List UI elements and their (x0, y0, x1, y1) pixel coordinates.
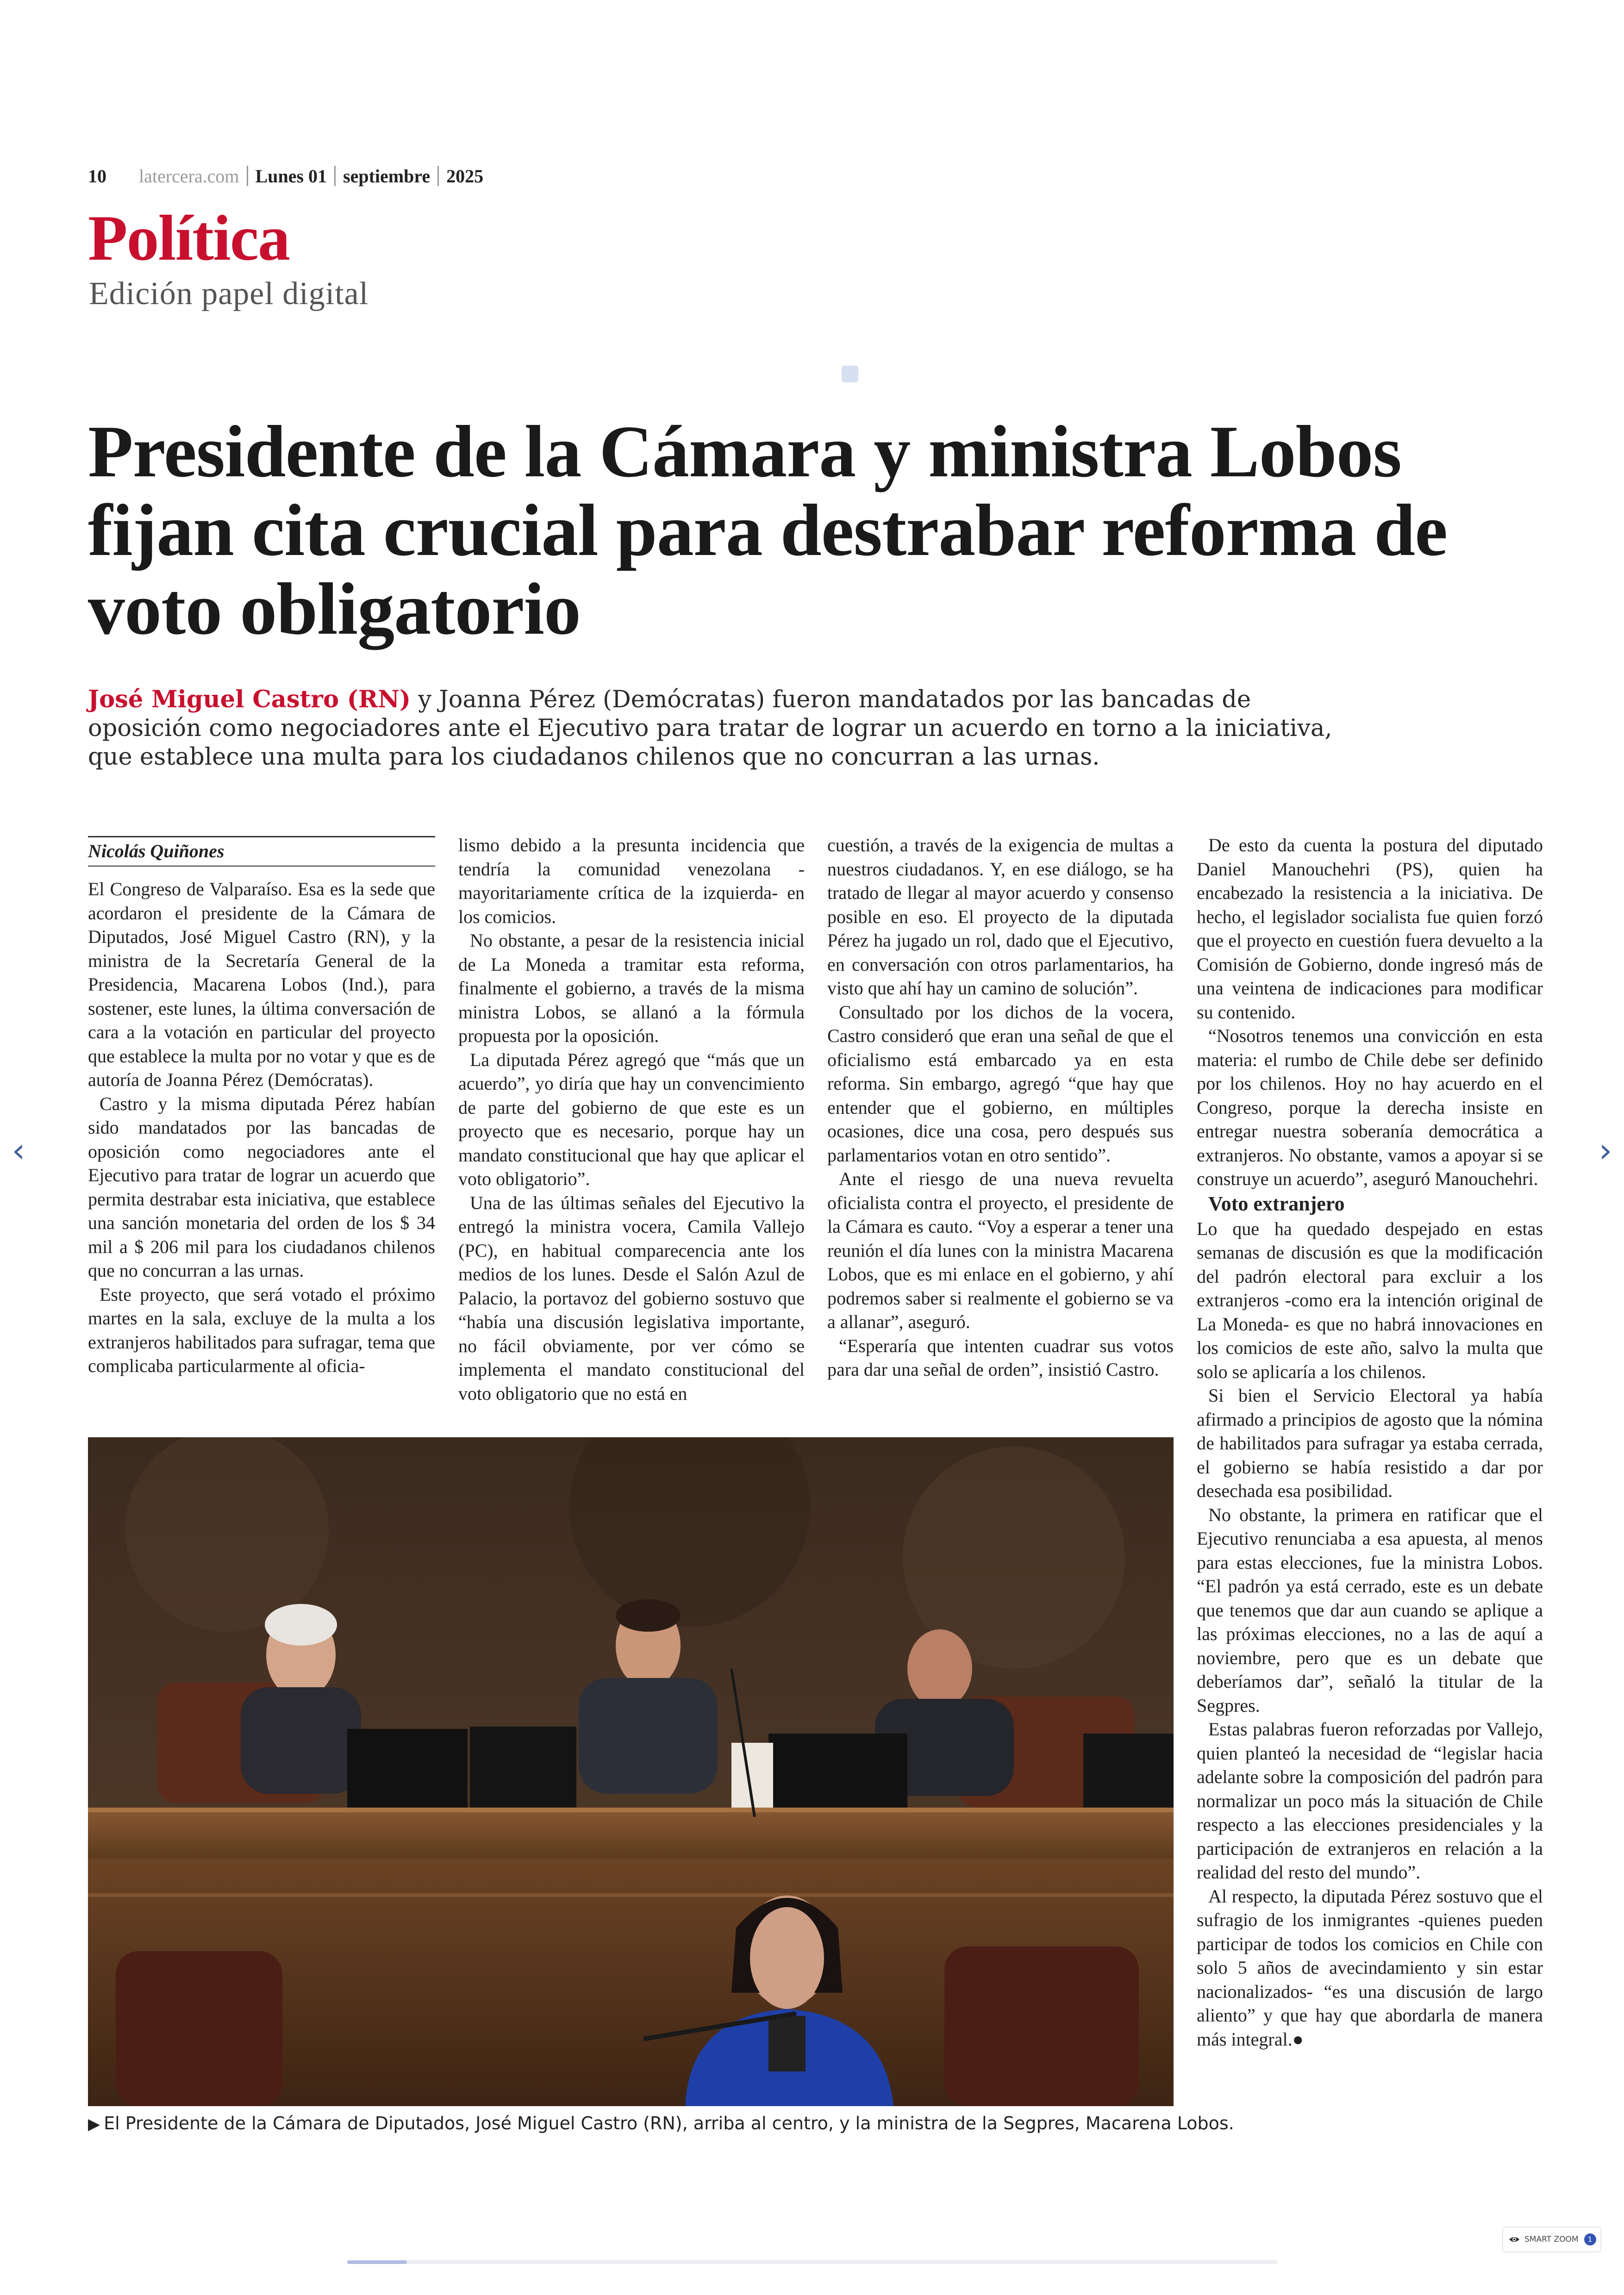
paragraph: De esto da cuenta la postura del diputado Daniel Manouchehri (PS), quien ha encabezado la resistencia a la iniciativa. De hecho, el legislador socialista fue quien forzó que el proyecto en cuestión fuera devuelto a la Comisión de Gobierno, donde ingresó más de una veintena de indicaciones para modificar su contenido. (1197, 835, 1543, 1023)
paragraph: Estas palabras fueron reforzadas por Vallejo, quien planteó la necesidad de “legislar hacia adelante sobre la composición del padrón para normalizar un poco más la situación de Chile respecto a las elecciones presidenciales y la participación de extranjeros en relación a la realidad del resto del mundo”. (1197, 1719, 1543, 1883)
lead-highlight: José Miguel Castro (RN) (88, 686, 411, 713)
paragraph: No obstante, a pesar de la resistencia inicial de La Moneda a tramitar esta reforma, finalmente el gobierno, a través de la misma ministra Lobos, se allanó a la fórmula propuesta por la oposición. (458, 930, 805, 1046)
next-page-button[interactable]: › (1599, 1131, 1612, 1170)
article-headline: Presidente de la Cámara y ministra Lobos fijan cita crucial para destrabar reforma de voto obligatorio (88, 410, 1448, 650)
paragraph: La diputada Pérez agregó que “más que un acuerdo”, yo diría que hay un convencimiento de parte del gobierno de que este es un proyecto que es necesario, porque hay un mandato constitucional que hay que aplicar el voto obligatorio”. (458, 1049, 805, 1189)
lead-text: y Joanna Pérez (Demócratas) fueron mandatados por las bancadas de oposición como negociadores ante el Ejecutivo para tratar de lograr un acuerdo en torno a la iniciativa, que establece una multa para los ciudadanos chilenos que no concurran a las urnas. (88, 686, 1332, 771)
subheading: Voto extranjero (1208, 1192, 1345, 1215)
paragraph: “Esperaría que intenten cuadrar sus votos para dar una señal de orden”, insistió Castro. (827, 1335, 1174, 1380)
end-mark: ● (1292, 2028, 1304, 2050)
page-number: 10 (88, 165, 106, 187)
paragraph: Si bien el Servicio Electoral ya había afirmado a principios de agosto que la nómina de habilitados para sufragar ya estaba cerrada, el gobierno se había resistido a dar por desechada esa posibilidad. (1197, 1385, 1543, 1501)
header-divider (334, 166, 336, 186)
caption-text: El Presidente de la Cámara de Diputados, José Miguel Castro (RN), arriba al centro, y la ministra de la Segpres, Macarena Lobos. (104, 2113, 1234, 2133)
page-marker-dot (842, 366, 858, 382)
paragraph: cuestión, a través de la exigencia de multas a nuestros ciudadanos. Y, en ese diálogo, se ha tratado de llegar al mayor acuerdo y consenso posible en eso. El proyecto de la diputada Pérez ha jugado un rol, dado que el Ejecutivo, en conversación con otros parlamentarios, ha visto que ahí hay un camino de solución”. (827, 835, 1174, 998)
paragraph: No obstante, la primera en ratificar que el Ejecutivo renunciaba a esa apuesta, al menos para estas elecciones, fue la ministra Lobos. “El padrón ya está cerrado, este es un debate que tenemos que dar aun cuando se aplique a las próximas elecciones, no a las de aquí a noviembre, pero que es un debate que deberíamos dar”, señaló la titular de la Segpres. (1197, 1504, 1543, 1716)
paragraph: Ante el riesgo de una nueva revuelta oficialista contra el proyecto, el presidente de la Cámara es cauto. “Voy a esperar a tener una reunión el día lunes con la ministra Macarena Lobos, que es mi enlace en el gobierno, y ahí podremos saber si realmente el gobierno se va a allanar”, aseguró. (827, 1168, 1174, 1332)
section-title: Política (88, 202, 289, 274)
site-name: latercera.com (139, 165, 239, 187)
paragraph: Consultado por los dichos de la vocera, Castro consideró que eran una señal de que el oficialismo está embarcado ya en esta reforma. Sin embargo, agregó “que hay que entender que el gobierno, en múltiples ocasiones, dice una cosa, pero después sus parlamentarios votan en otro sentido”. (827, 1001, 1174, 1166)
paragraph: Una de las últimas señales del Ejecutivo la entregó la ministra vocera, Camila Vallejo (PC), en habitual comparecencia ante los medios de los lunes. Desde el Salón Azul de Palacio, la portavoz del gobierno sostuvo que “había una discusión legislativa importante, no fácil obviamente, por ver cómo se implementa el mandato constitucional del voto obligatorio que no está en (458, 1192, 805, 1404)
paragraph: Este proyecto, que será votado el próximo martes en la sala, excluye de la multa a los extranjeros habilitados para sufragar, tema que complicaba particularmente al oficia- (88, 1284, 435, 1376)
smart-zoom-label: SMART ZOOM (1524, 2235, 1579, 2244)
page-progress-fill (347, 2260, 407, 2264)
paragraph: El Congreso de Valparaíso. Esa es la sede que acordaron el presidente de la Cámara de Diputados, José Miguel Castro (RN), y la ministra de la Secretaría General de la Presidencia, Macarena Lobos (Ind.), para sostener, este lunes, la última conversación de cara a la votación en particular del proyecto que establece la multa por no votar y que es de autoría de Joanna Pérez (Demócratas). (88, 879, 435, 1090)
photo-caption (88, 2113, 1234, 2133)
paragraph (1197, 1884, 1543, 2052)
paragraph: “Nosotros tenemos una convicción en esta materia: el rumbo de Chile debe ser definido por los chilenos. Hoy no hay acuerdo en el Congreso, porque la derecha insiste en entregar nuestra soberanía democrática a extranjeros. No obstante, vamos a apoyar si se construye un acuerdo”, aseguró Manouchehri. (1197, 1025, 1543, 1189)
section-subtitle: Edición papel digital (89, 276, 369, 312)
paragraph: Castro y la misma diputada Pérez habían sido mandatados por las bancadas de oposición como negociadores ante el Ejecutivo para tratar de lograr un acuerdo que permita destrabar esta iniciativa, que establece una sanción monetaria del orden de los $ 34 mil a $ 206 mil para los ciudadanos chilenos que no concurran a las urnas. (88, 1093, 435, 1281)
article-column-3 (827, 833, 1174, 1382)
page-header (88, 162, 483, 190)
byline-rule (88, 836, 435, 837)
caption-triangle-icon: ▶ (88, 2115, 100, 2133)
smart-zoom-button[interactable] (1502, 2226, 1601, 2252)
paragraph: lismo debido a la presunta incidencia que tendría la comunidad venezolana -mayoritariamente crítica de la izquierda- en los comicios. (458, 835, 805, 927)
prev-page-button[interactable]: ‹ (12, 1131, 25, 1170)
smart-zoom-count: 1 (1584, 2233, 1596, 2245)
byline: Nicolás Quiñones (88, 841, 225, 861)
article-column-4 (1197, 833, 1543, 2051)
byline-rule (88, 866, 435, 867)
article-column-2 (458, 833, 805, 1405)
header-month: septiembre (343, 165, 431, 187)
article-column-1 (88, 877, 435, 1378)
paragraph-text: Al respecto, la diputada Pérez sostuvo que el sufragio de los inmigrantes -quienes pueden participar de todos los comicios en Chile con solo 5 años de avecindamiento y sin estar nacionalizados- “es una discusión de largo aliento” y que hay que abordarla de manera más integral. (1197, 1885, 1543, 2050)
header-day: Lunes 01 (255, 165, 327, 187)
article-lead (88, 685, 1338, 772)
page-progress-track[interactable] (347, 2260, 1278, 2264)
header-divider (437, 166, 439, 186)
header-year: 2025 (446, 165, 484, 187)
paragraph: Lo que ha quedado despejado en estas semanas de discusión es que la modificación del padrón electoral para excluir a los extranjeros -como era la intención original de La Moneda- es que no habrá innovaciones en los comicios de este año, salvo la multa que solo se aplicaría a los chilenos. (1197, 1218, 1543, 1382)
header-divider (247, 166, 248, 186)
chamber-photo-illustration (88, 1437, 1174, 2106)
eye-icon (1509, 2234, 1520, 2245)
article-photo (88, 1437, 1174, 2106)
